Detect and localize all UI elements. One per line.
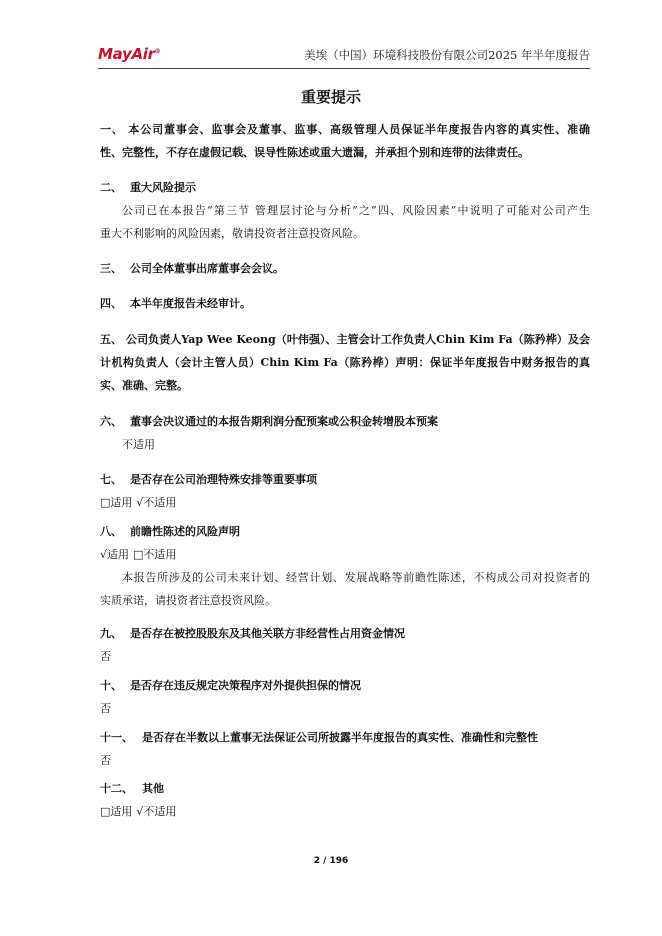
section-1 bbox=[100, 118, 590, 164]
section-11-answer: 否 bbox=[100, 754, 111, 767]
option-applicable: □适用 bbox=[100, 805, 133, 818]
section-5-line2: 计机构负责人（会计主管人员）Chin Kim Fa（陈矜桦）声明：保证半年度报告中财务报告的真 bbox=[100, 356, 590, 369]
section-11 bbox=[100, 726, 590, 772]
section-10-answer: 否 bbox=[100, 702, 111, 715]
section-10-heading: 十、 是否存在违反规定决策程序对外提供担保的情况 bbox=[100, 679, 361, 692]
section-5 bbox=[100, 328, 590, 397]
section-6-answer: 不适用 bbox=[122, 438, 155, 451]
section-7 bbox=[100, 468, 590, 514]
page-number: 2 / 196 bbox=[313, 856, 349, 866]
section-8-heading: 八、 前瞻性陈述的风险声明 bbox=[100, 525, 240, 538]
section-2-line1: 公司已在本报告“第三节 管理层讨论与分析”之“四、风险因素”中说明了可能对公司产生 bbox=[122, 204, 590, 217]
section-1-line1: 一、 本公司董事会、监事会及董事、监事、高级管理人员保证半年度报告内容的真实性、准确 bbox=[100, 123, 590, 136]
section-8 bbox=[100, 520, 590, 612]
mayair-logo: MayAir® bbox=[98, 45, 161, 63]
option-not-applicable: □不适用 bbox=[133, 548, 177, 561]
section-12-heading: 十二、 其他 bbox=[100, 782, 164, 795]
section-9-answer: 否 bbox=[100, 650, 111, 663]
section-7-heading: 七、 是否存在公司治理特殊安排等重要事项 bbox=[100, 473, 317, 486]
section-7-options bbox=[100, 491, 590, 514]
section-5-line1: 五、 公司负责人Yap Wee Keong（叶伟强）、主管会计工作负责人Chin Kim Fa（陈矜桦）及会 bbox=[100, 333, 590, 346]
section-2-heading: 二、 重大风险提示 bbox=[100, 181, 196, 194]
section-2-line2: 重大不利影响的风险因素，敬请投资者注意投资风险。 bbox=[100, 227, 364, 240]
section-3-heading: 三、 公司全体董事出席董事会会议。 bbox=[100, 262, 284, 275]
section-9-heading: 九、 是否存在被控股股东及其他关联方非经营性占用资金情况 bbox=[100, 627, 405, 640]
section-6-heading: 六、 董事会决议通过的本报告期利润分配预案或公积金转增股本预案 bbox=[100, 415, 438, 428]
page-header bbox=[98, 45, 590, 65]
section-9 bbox=[100, 622, 590, 668]
section-8-options bbox=[100, 543, 590, 566]
section-2 bbox=[100, 176, 590, 245]
section-8-line2: 实质承诺，请投资者注意投资风险。 bbox=[100, 594, 276, 607]
option-not-applicable: √不适用 bbox=[136, 496, 177, 509]
option-applicable: √适用 bbox=[100, 548, 130, 561]
header-title: 美埃（中国）环境科技股份有限公司2025 年半年度报告 bbox=[304, 48, 590, 62]
section-11-heading: 十一、 是否存在半数以上董事无法保证公司所披露半年度报告的真实性、准确性和完整性 bbox=[100, 731, 538, 744]
section-10 bbox=[100, 674, 590, 720]
header-divider bbox=[98, 68, 590, 69]
section-4-heading: 四、 本半年度报告未经审计。 bbox=[100, 297, 251, 310]
section-12 bbox=[100, 777, 590, 823]
section-6 bbox=[100, 410, 590, 456]
page-title: 重要提示 bbox=[300, 88, 361, 106]
option-not-applicable: √不适用 bbox=[136, 805, 177, 818]
section-5-line3: 实、准确、完整。 bbox=[100, 379, 188, 392]
option-applicable: □适用 bbox=[100, 496, 133, 509]
section-1-line2: 性、完整性，不存在虚假记载、误导性陈述或重大遗漏，并承担个别和连带的法律责任。 bbox=[100, 146, 529, 159]
section-12-options bbox=[100, 800, 590, 823]
section-8-line1: 本报告所涉及的公司未来计划、经营计划、发展战略等前瞻性陈述，不构成公司对投资者的 bbox=[122, 571, 590, 584]
